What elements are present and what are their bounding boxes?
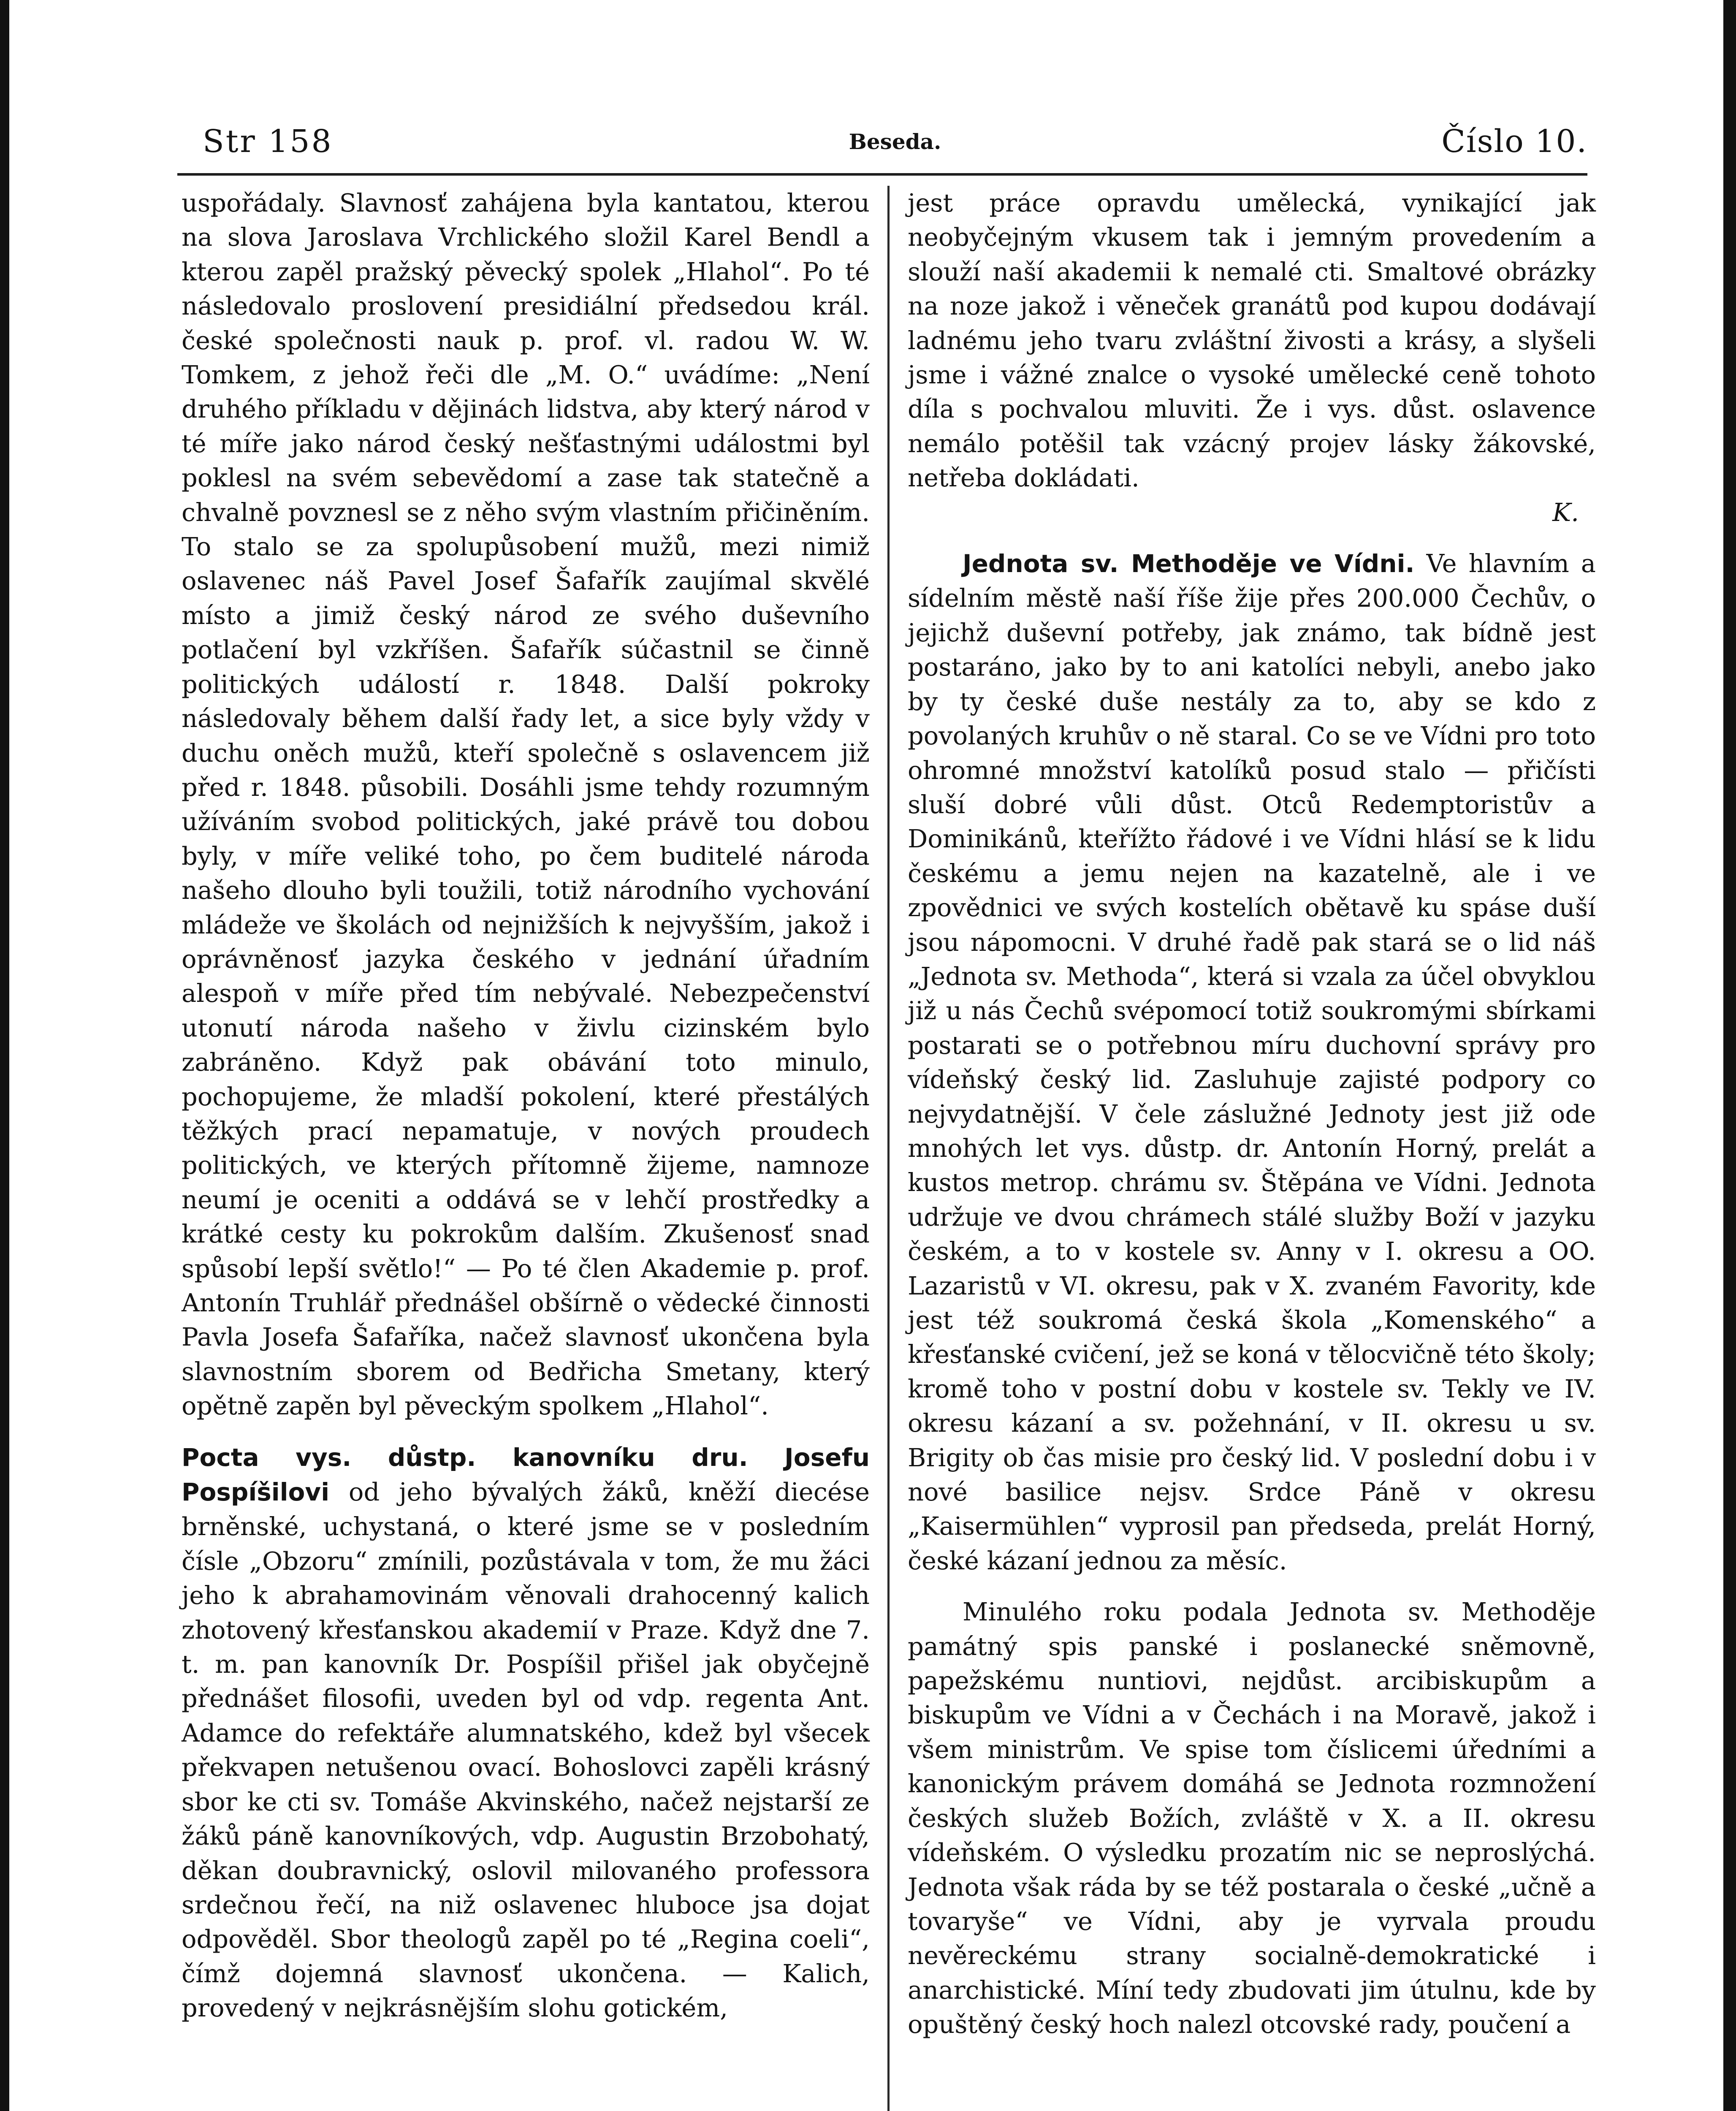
- scan-edge-right: [1723, 0, 1736, 2111]
- column-divider: [887, 186, 890, 2111]
- article-pospisil: [182, 1440, 870, 2025]
- article-jednota-body: Ve hlavním a sídelním městě naší říše žije přes 200.000 Čechův, o jejichž duševní potřeby, jak známo, tak bídně jest postaráno, jako by to ani katolíci nebyli, anebo jako by ty české duše nestály za to, aby se kdo z povolaných kruhův o ně staral. Co se ve Vídni pro toto ohromné množství katolíků posud stalo — přičísti sluší dobré vůli důst. Otců Redemptoristův a Dominikánů, kteřížto řádové i ve Vídni hlásí se k lidu českému a jemu nejen na kazatelně, ale i ve zpovědnici ve svých kostelích obětavě ku spáse duší jsou nápomocni. V druhé řadě pak stará se o lid náš „Jednota sv. Methoda“, která si vzala za účel obvyklou již u nás Čechů svépomocí totiž soukromými sbírkami postarati se o potřebnou míru duchovní správy pro vídeňský český lid. Zasluhuje zajisté podpory co nejvydatnější. V čele záslužné Jednoty jest již ode mnohých let vys. důstp. dr. Antonín Horný, prelát a kustos metrop. chrámu sv. Štěpána ve Vídni. Jednota udržuje ve dvou chrámech stálé služby Boží v jazyku českém, a to v kostele sv. Anny v I. okresu a OO. Lazaristů v VI. okresu, pak v X. zvaném Favority, kde jest též soukromá česká škola „Komenského“ a křesťanské cvičení, jež se koná v tělocvičně této školy; kromě toho v postní dobu v kostele sv. Tekly ve IV. okresu kázaní a sv. požehnání, v II. okresu u sv. Brigity ob čas misie pro český lid. V poslední dobu i v nové basilice nejsv. Srdce Páně v okresu „Kaisermühlen“ vyprosil pan předseda, prelát Horný, české kázaní jednou za měsíc.: [908, 549, 1596, 1575]
- scan-edge-left: [0, 0, 9, 2111]
- page-number: Str 158: [203, 123, 333, 160]
- journal-title: Beseda.: [849, 129, 941, 154]
- article-jednota-paragraph: Minulého roku podala Jednota sv. Methoděje památný spis panské i poslanecké sněmovně, papežskému nuntiovi, nejdůst. arcibiskupům a biskupům ve Vídni a v Čechách i na Moravě, jakož i všem ministrům. Ve spise tom číslicemi úředními a kanonickým právem domáhá se Jednota rozmnožení českých služeb Božích, zvláště v X. a II. okresu vídeňském. O výsledku prozatím nic se neproslýchá. Jednota však ráda by se též postarala o české „učně a tovaryše“ ve Vídni, aby je vyrvala proudu nevěreckému strany socialně-demokratické i anarchistické. Míní tedy zbudovati jim útulnu, kde by opuštěný český hoch nalezl otcovské rady, poučení a: [908, 1597, 1596, 2039]
- paragraph-gap: [908, 1578, 1596, 1595]
- paragraph-gap: [182, 1423, 870, 1440]
- page-header: [203, 123, 1587, 170]
- article-jednota-title: Jednota sv. Methoděje ve Vídni.: [963, 549, 1415, 578]
- article-continuation-paragraph: jest práce opravdu umělecká, vynikající jak neobyčejným vkusem tak i jemným provedením a slouží naší akademii k nemalé cti. Smaltové obrázky na noze jakož i věneček granátů pod kupou dodávají ladnému jeho tvaru zvláštní živosti a krásy, a slyšeli jsme i vážné znalce o vysoké umělecké ceně tohoto díla s pochvalou mluviti. Že i vys. důst. oslavence nemálo potěšil tak vzácný projev lásky žákovské, netřeba dokládati.: [908, 188, 1596, 493]
- article-pospisil-title: Pocta vys. důstp. kanovníku dru. Josefu Pospíšilovi: [182, 1443, 870, 1507]
- author-initial: K.: [1552, 497, 1579, 527]
- right-column: [908, 186, 1596, 2042]
- left-column: [182, 186, 870, 2025]
- article-continuation-paragraph: uspořádaly. Slavnosť zahájena byla kantatou, kterou na slova Jaroslava Vrchlického složil Karel Bendl a kterou zapěl pražský pěvecký spolek „Hlahol“. Po té následovalo proslovení presidiální předsedou král. české společnosti nauk p. prof. vl. radou W. W. Tomkem, z jehož řeči dle „M. O.“ uvádíme: „Není druhého příkladu v dějinách lidstva, aby který národ v té míře jako národ český nešťastnými událostmi byl poklesl na svém sebevědomí a zase tak statečně a chvalně povznesl se z něho svým vlastním přičiněním. To stalo se za spolupůsobení mužů, mezi nimiž oslavenec náš Pavel Josef Šafařík zaujímal skvělé místo a jimiž český národ ze svého duševního potlačení byl vzkříšen. Šafařík súčastnil se činně politických událostí r. 1848. Další pokroky následovaly během další řady let, a sice byly vždy v duchu oněch mužů, kteří společně s oslavencem již před r. 1848. působili. Dosáhli jsme tehdy rozumným užíváním svobod politických, jaké právě tou dobou byly, v míře veliké toho, po čem buditelé národa našeho dlouho byli toužili, totiž národního vychování mládeže ve školách od nejnižších k nejvyšším, jakož i oprávněnosť jazyka českého v jednání úřadním alespoň v míře před tím nebývalé. Nebezpečenství utonutí národa našeho v živlu cizinském bylo zabráněno. Když pak obávání toto minulo, pochopujeme, že mladší pokolení, které přestálých těžkých prací nepamatuje, v nových proudech politických, ve kterých přítomně žijeme, namnoze neumí je oceniti a oddává se v lehčí prostředky a krátké cesty ku pokrokům dalším. Zkušenosť snad spůsobí lepší světlo!“ — Po té člen Akademie p. prof. Antonín Truhlář přednášel obšírně o vědecké činnosti Pavla Josefa Šafaříka, načež slavnosť ukončena byla slavnostním sborem od Bedřicha Smetany, který opětně zapěn byl pěveckým spolkem „Hlahol“.: [182, 188, 870, 1421]
- article-pospisil-body: od jeho bývalých žáků, kněží diecése brněnské, uchystaná, o které jsme se v posledním čísle „Obzoru“ zmínili, pozůstávala v tom, že mu žáci jeho k abrahamovinám věnovali drahocenný kalich zhotovený křesťanskou akademií v Praze. Když dne 7. t. m. pan kanovník Dr. Pospíšil přišel jak obyčejně přednášet filosofii, uveden byl od vdp. regenta Ant. Adamce do refektáře alumnatského, kdež byl všecek překvapen netušenou ovací. Bohoslovci zapěli krásný sbor ke cti sv. Tomáše Akvinského, načež nejstarší ze žáků páně kanovníkových, vdp. Augustin Brzobohatý, děkan doubravnický, oslovil milovaného professora srdečnou řečí, na niž oslavenec hluboce jsa dojat odpověděl. Sbor theologů zapěl po té „Regina coeli“, čímž dojemná slavnosť ukončena. — Kalich, provedený v nejkrásnějším slohu gotickém,: [182, 1477, 870, 2023]
- article-jednota: [908, 546, 1596, 1578]
- header-rule: [177, 173, 1587, 176]
- issue-number: Číslo 10.: [1441, 123, 1587, 160]
- paragraph-gap: [908, 529, 1596, 546]
